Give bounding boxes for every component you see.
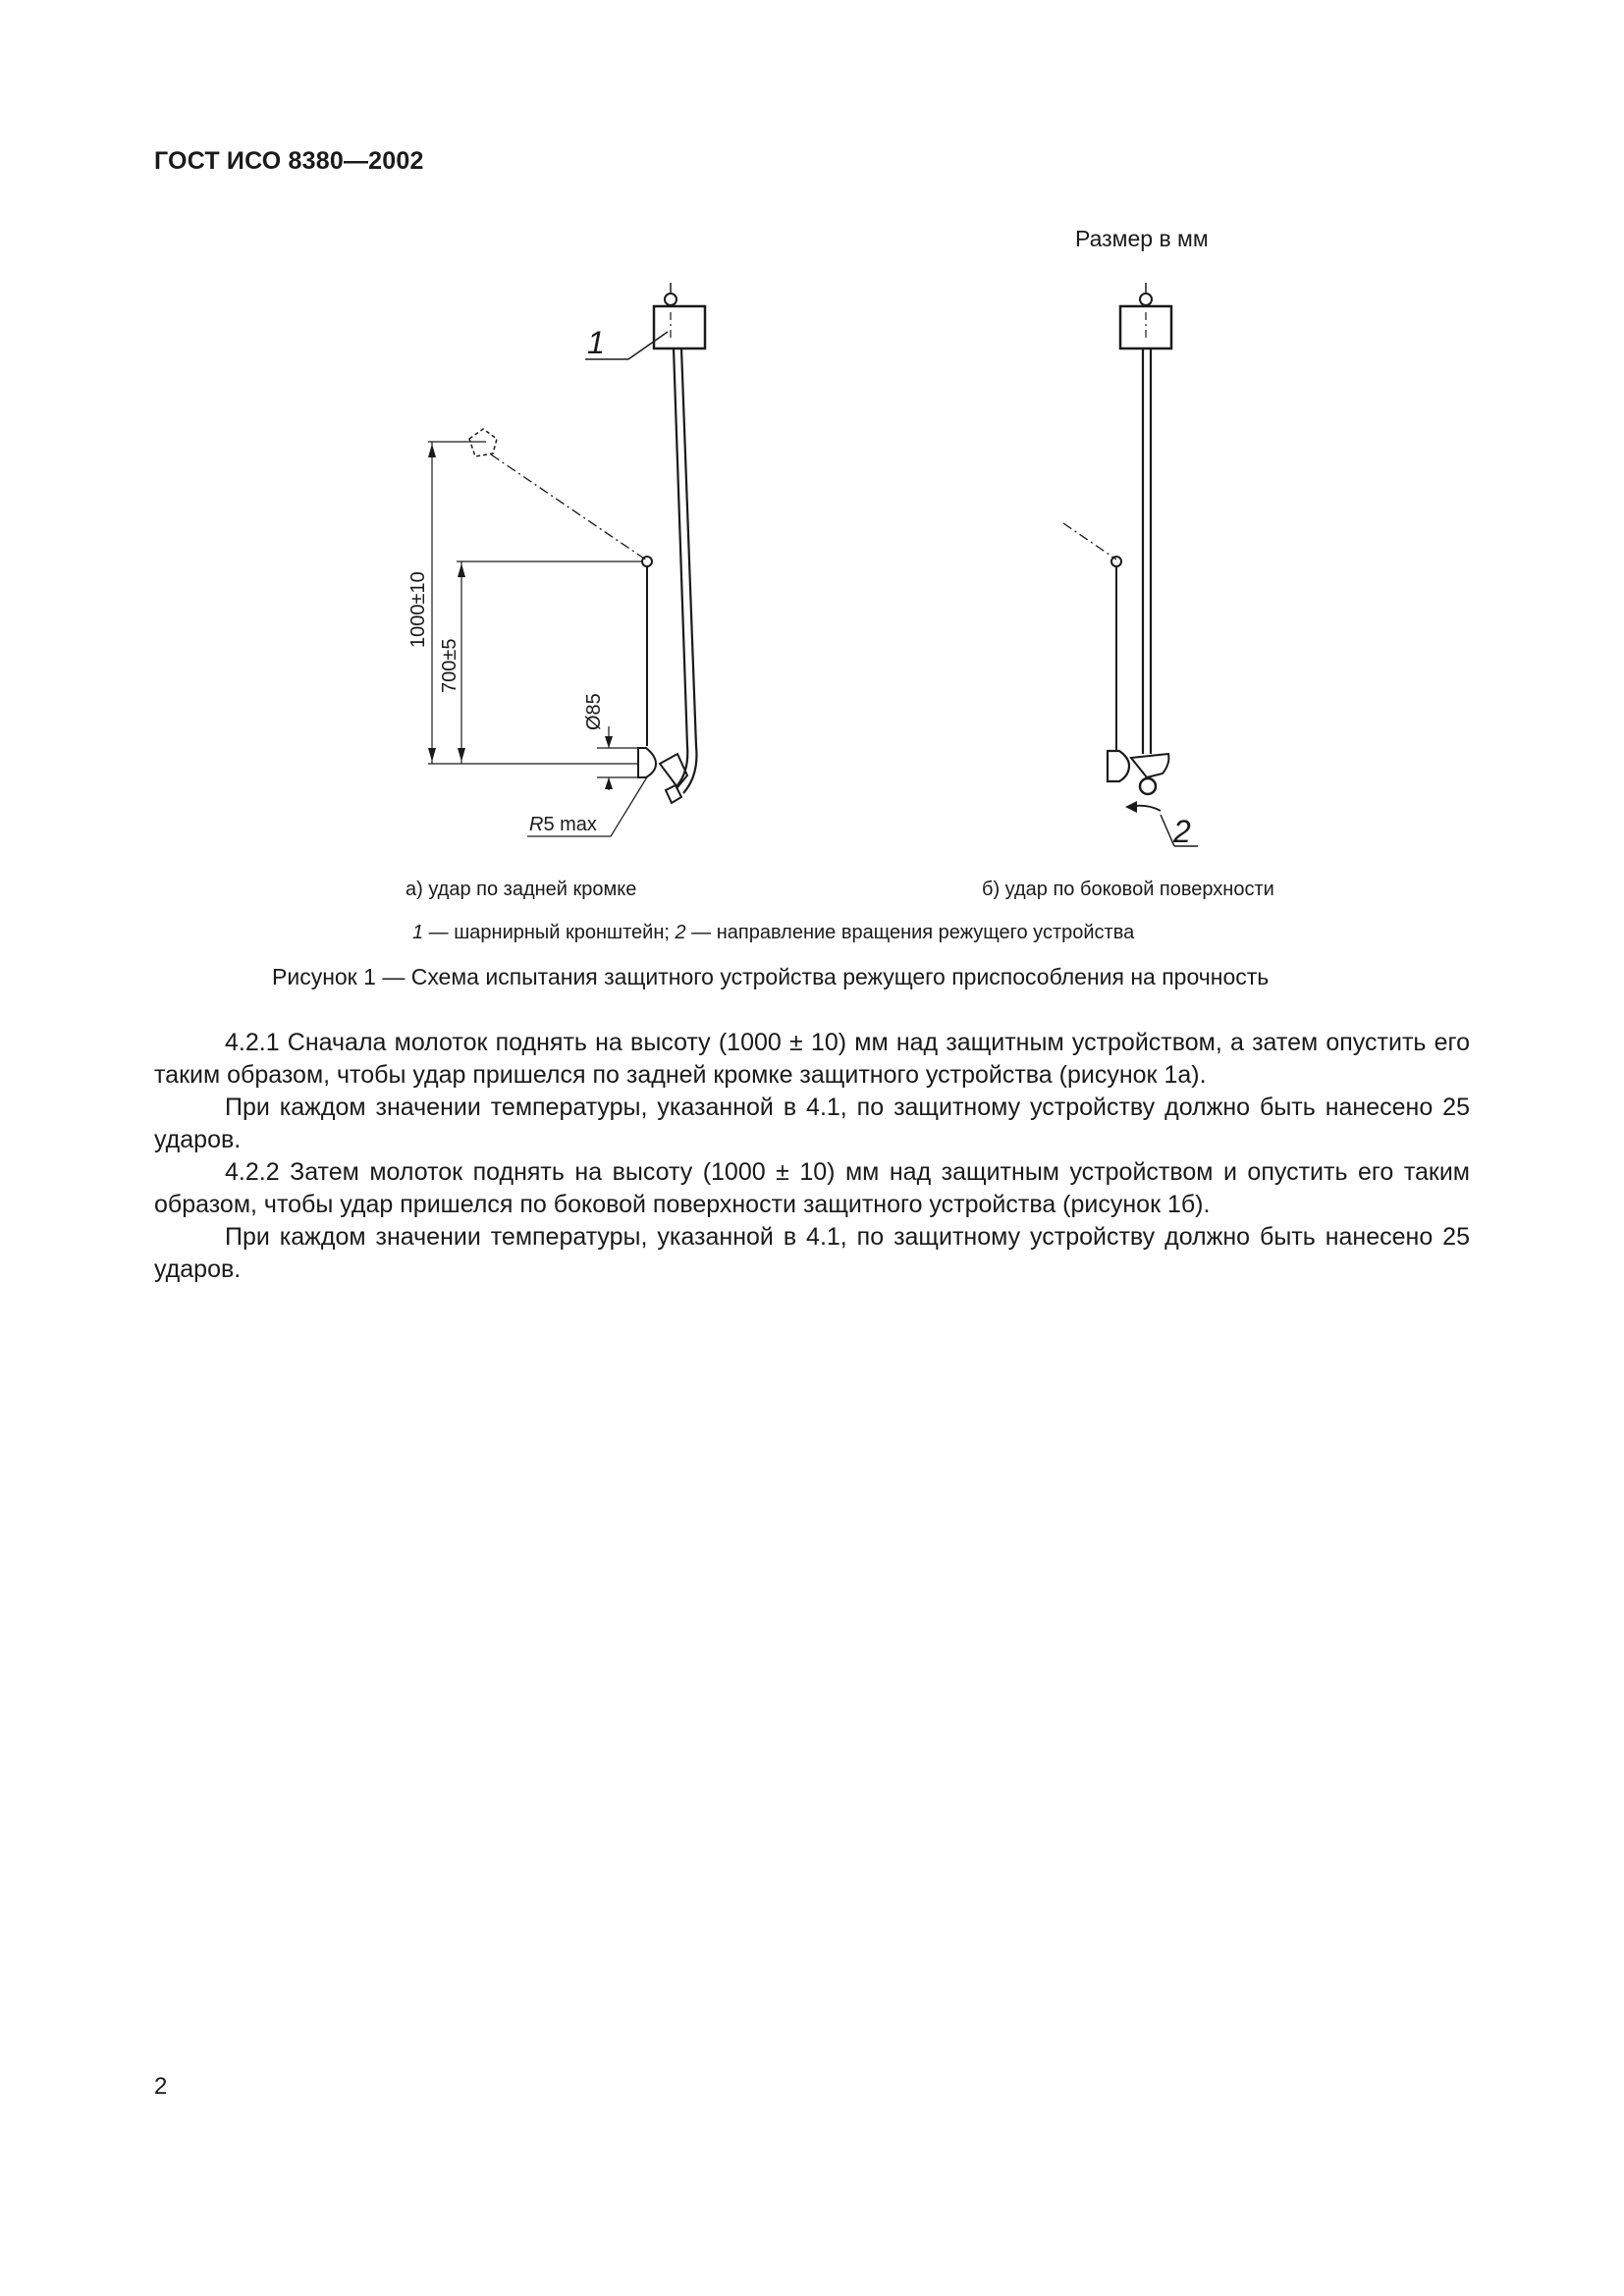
test-scheme-figure	[0, 0, 1624, 883]
hammer-head-b	[1108, 751, 1129, 781]
pendulum-pivot-a	[642, 557, 652, 566]
callout-2: 2	[1173, 814, 1191, 849]
body-text	[154, 1027, 1470, 1286]
blade-b	[1140, 778, 1156, 794]
bracket-box-a	[654, 306, 705, 348]
subcaption-b: б) удар по боковой поверхности	[982, 879, 1274, 900]
dim-700: 700±5	[439, 638, 460, 693]
callout-1: 1	[587, 325, 605, 360]
page-number: 2	[154, 2073, 168, 2100]
paragraph-4-2-2-blows: При каждом значении температуры, указанной в 4.1, по защитному устройству должно быть нанесено 25 ударов.	[154, 1223, 1470, 1283]
subcaption-a: а) удар по задней кромке	[406, 879, 637, 900]
arm-a	[674, 348, 687, 785]
figure-a-drawing	[428, 283, 705, 836]
paragraph-4-2-2: 4.2.2 Затем молоток поднять на высоту (1000 ± 10) мм над защитным устройством и опустить его таким образом, чтобы удар пришелся по боковой поверхности защитного устройства (рисунок 1б).	[154, 1158, 1470, 1218]
figure-b-drawing	[1063, 283, 1198, 846]
dim-r5: R5 max	[529, 814, 597, 835]
pendulum-pivot-b	[1111, 557, 1121, 566]
dim-1000: 1000±10	[407, 571, 429, 648]
hammer-raised	[469, 429, 497, 456]
pivot-a	[665, 294, 677, 305]
hammer-head-a	[638, 748, 656, 777]
paragraph-4-2-1-blows: При каждом значении температуры, указанной в 4.1, по защитному устройству должно быть нанесено 25 ударов.	[154, 1094, 1470, 1153]
document-header: ГОСТ ИСО 8380—2002	[154, 147, 424, 175]
paragraph-4-2-1: 4.2.1 Сначала молоток поднять на высоту (1000 ± 10) мм над защитным устройством, а затем опустить его таким образом, чтобы удар пришелся по задней кромке защитного устройства (рисунок 1а).	[154, 1029, 1470, 1089]
figure-legend: 1 — шарнирный кронштейн; 2 — направление вращения режущего устройства	[412, 922, 1135, 943]
dim-85: Ø85	[583, 693, 605, 730]
figure-caption: Рисунок 1 — Схема испытания защитного устройства режущего приспособления на прочность	[272, 964, 1270, 989]
units-note: Размер в мм	[1075, 226, 1209, 251]
pivot-b	[1140, 294, 1152, 305]
